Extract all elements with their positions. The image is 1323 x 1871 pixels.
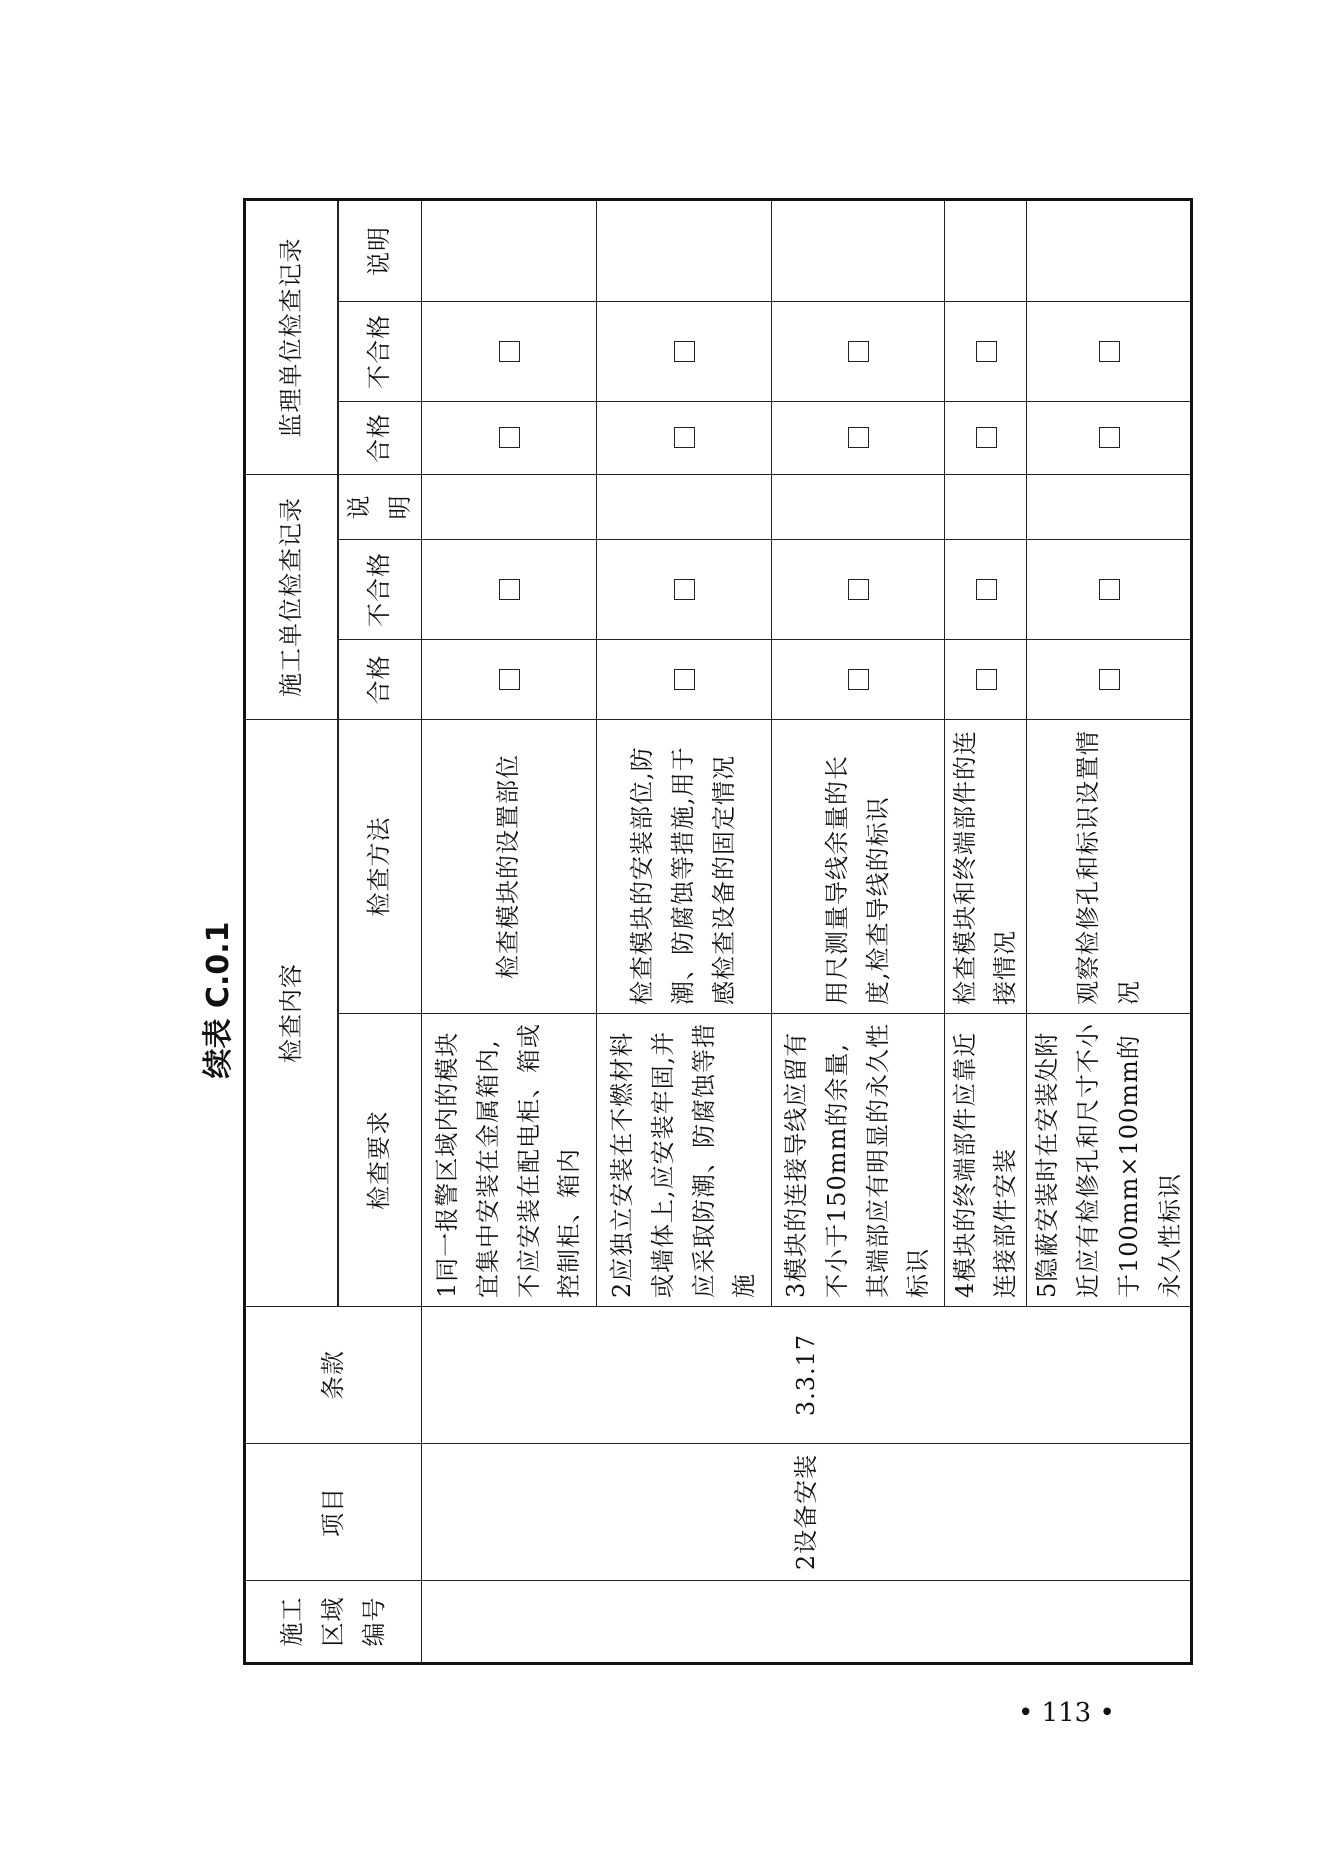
contractor-note-cell[interactable] [771,474,944,539]
supervisor-note-cell[interactable] [421,199,596,301]
requirement-cell: 4模块的终端部件应靠近连接部件安装 [944,1014,1027,1307]
inspection-table [243,198,1193,1665]
header-contractor-record: 施工单位检查记录 [245,474,338,719]
supervisor-note-cell[interactable] [771,199,944,301]
contractor-note-cell[interactable] [421,474,596,539]
contractor-fail-checkbox[interactable] [499,579,520,600]
method-cell: 检查模块和终端部件的连接情况 [944,720,1027,1014]
contractor-fail-checkbox[interactable] [674,579,695,600]
area-code-cell [421,1581,1192,1664]
supervisor-pass-checkbox[interactable] [674,427,695,448]
header-contractor-note: 说明 [339,474,422,539]
method-cell: 检查模块的安装部位,防潮、防腐蚀等措施,用于感检查设备的固定情况 [596,720,771,1014]
supervisor-pass-checkbox[interactable] [848,427,869,448]
contractor-fail-checkbox[interactable] [976,579,997,600]
contractor-fail-checkbox[interactable] [848,579,869,600]
header-method: 检查方法 [339,720,422,1014]
method-cell: 观察检修孔和标识设置情况 [1027,720,1192,1014]
method-cell: 用尺测量导线余量的长度,检查导线的标识 [771,720,944,1014]
header-supervisor-pass: 合格 [339,401,422,474]
supervisor-fail-checkbox[interactable] [976,341,997,362]
header-item: 项目 [245,1444,422,1581]
requirement-cell: 3模块的连接导线应留有不小于150mm的余量,其端部应有明显的永久性标识 [771,1014,944,1307]
contractor-pass-checkbox[interactable] [499,669,520,690]
item-cell: 2设备安装 [421,1444,1192,1581]
supervisor-fail-checkbox[interactable] [499,341,520,362]
table-row [421,199,596,1663]
header-contractor-fail: 不合格 [339,540,422,640]
header-contractor-pass: 合格 [339,640,422,720]
header-supervisor-fail: 不合格 [339,301,422,401]
requirement-cell: 2应独立安装在不燃材料或墙体上,应安装牢固,并应采取防潮、防腐蚀等措施 [596,1014,771,1307]
supervisor-note-cell[interactable] [1027,199,1192,301]
header-requirement: 检查要求 [339,1014,422,1307]
supervisor-note-cell[interactable] [596,199,771,301]
header-supervisor-note: 说明 [339,199,422,301]
contractor-note-cell[interactable] [596,474,771,539]
supervisor-pass-checkbox[interactable] [976,427,997,448]
supervisor-fail-checkbox[interactable] [848,341,869,362]
header-supervisor-record: 监理单位检查记录 [245,199,338,474]
rotated-table-container [243,201,1184,1665]
contractor-note-cell[interactable] [1027,474,1192,539]
supervisor-note-cell[interactable] [944,199,1027,301]
contractor-note-cell[interactable] [944,474,1027,539]
requirement-cell: 5隐蔽安装时在安装处附近应有检修孔和尺寸不小于100mm×100mm的永久性标识 [1027,1014,1192,1307]
supervisor-pass-checkbox[interactable] [499,427,520,448]
contractor-pass-checkbox[interactable] [848,669,869,690]
contractor-pass-checkbox[interactable] [976,669,997,690]
page-title: 续表 C.0.1 [201,921,236,1079]
header-area-code: 施工区域编号 [245,1581,422,1664]
supervisor-fail-checkbox[interactable] [674,341,695,362]
header-content: 检查内容 [245,720,338,1307]
page-number: • 113 • [1018,1698,1115,1728]
contractor-pass-checkbox[interactable] [1099,669,1120,690]
contractor-pass-checkbox[interactable] [674,669,695,690]
header-clause: 条款 [245,1307,422,1444]
clause-cell: 3.3.17 [421,1307,1192,1444]
requirement-cell: 1同一报警区域内的模块宜集中安装在金属箱内,不应安装在配电柜、箱或控制柜、箱内 [421,1014,596,1307]
inspection-table-frame [243,201,1184,1665]
method-cell: 检查模块的设置部位 [421,720,596,1014]
contractor-fail-checkbox[interactable] [1099,579,1120,600]
supervisor-fail-checkbox[interactable] [1099,341,1120,362]
supervisor-pass-checkbox[interactable] [1099,427,1120,448]
